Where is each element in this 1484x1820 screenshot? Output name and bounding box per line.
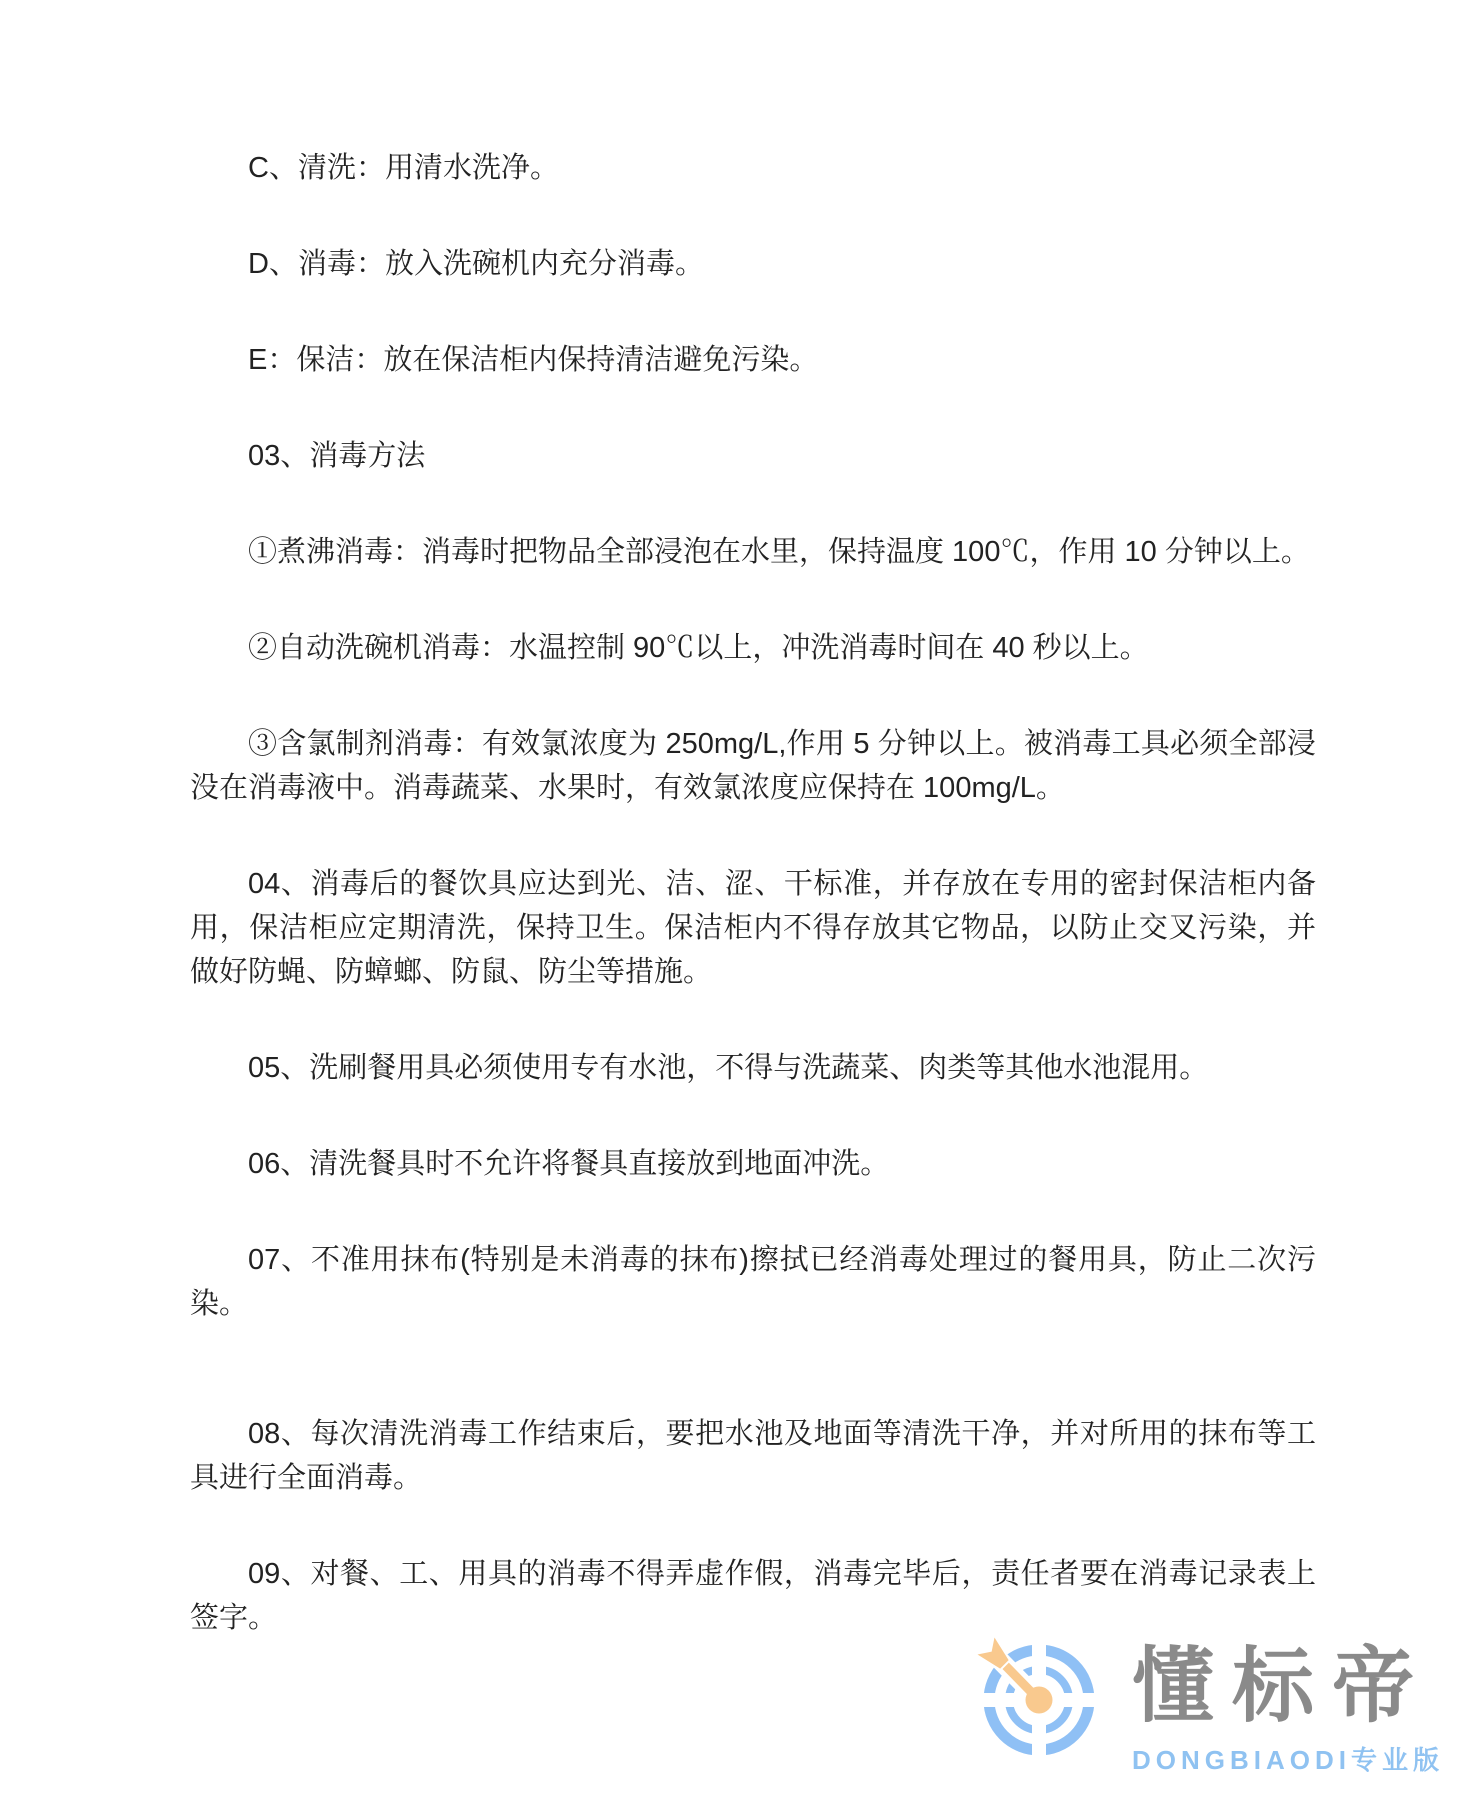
paragraph-2: D、消毒：放入洗碗机内充分消毒。 bbox=[248, 248, 704, 280]
paragraph-7: ③含氯制剂消毒：有效氯浓度为 250mg/L,作用 5 分钟以上。被消毒工具必须全部浸没在消毒液中。消毒蔬菜、水果时，有效氯浓度应保持在 100mg/L。 bbox=[190, 728, 1316, 804]
paragraph-13: 09、对餐、工、用具的消毒不得弄虚作假，消毒完毕后，责任者要在消毒记录表上签字。 bbox=[190, 1558, 1316, 1634]
paragraph-9: 05、洗刷餐用具必须使用专有水池，不得与洗蔬菜、肉类等其他水池混用。 bbox=[248, 1052, 1209, 1084]
brand-name: 懂标帝 bbox=[1132, 1641, 1433, 1732]
paragraph-11: 07、不准用抹布(特别是未消毒的抹布)擦拭已经消毒处理过的餐用具，防止二次污染。 bbox=[190, 1244, 1316, 1320]
paragraph-10: 06、清洗餐具时不允许将餐具直接放到地面冲洗。 bbox=[248, 1148, 890, 1180]
paragraph-12: 08、每次清洗消毒工作结束后，要把水池及地面等清洗干净，并对所用的抹布等工具进行全面消毒。 bbox=[190, 1418, 1316, 1494]
watermark-text bbox=[1132, 1641, 1445, 1777]
document-body bbox=[190, 146, 1316, 1692]
target-dart-icon bbox=[964, 1620, 1114, 1770]
paragraph-4: 03、消毒方法 bbox=[248, 440, 426, 472]
paragraph-6: ②自动洗碗机消毒：水温控制 90℃以上，冲洗消毒时间在 40 秒以上。 bbox=[248, 632, 1149, 664]
dongbiaodi-watermark bbox=[964, 1620, 1484, 1820]
paragraph-5: ①煮沸消毒：消毒时把物品全部浸泡在水里，保持温度 100℃，作用 10 分钟以上。 bbox=[248, 536, 1310, 568]
paragraph-1: C、清洗：用清水洗净。 bbox=[248, 152, 559, 184]
brand-subtitle: DONGBIAODI专业版 bbox=[1132, 1745, 1445, 1775]
paragraph-8: 04、消毒后的餐饮具应达到光、洁、涩、干标准，并存放在专用的密封保洁柜内备用，保洁柜应定期清洗，保持卫生。保洁柜内不得存放其它物品，以防止交叉污染，并做好防蝇、防蟑螂、防鼠、防尘等措施。 bbox=[190, 868, 1316, 988]
paragraph-3: E：保洁：放在保洁柜内保持清洁避免污染。 bbox=[248, 344, 819, 376]
